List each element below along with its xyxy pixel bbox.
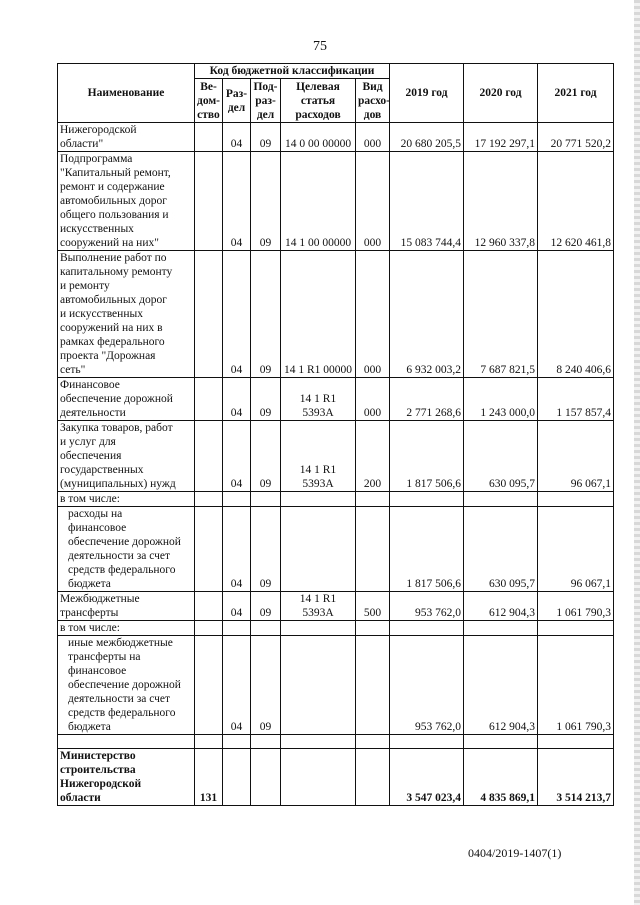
cell-y1 xyxy=(390,735,464,749)
cell-podr xyxy=(251,749,281,806)
row-name: Межбюджетные трансферты xyxy=(58,592,195,621)
cell-razd xyxy=(223,492,251,507)
cell-y2 xyxy=(464,492,538,507)
cell-tsr: 14 1 00 00000 xyxy=(281,152,356,251)
cell-vid: 000 xyxy=(356,152,390,251)
cell-podr xyxy=(251,735,281,749)
cell-podr: 09 xyxy=(251,636,281,735)
cell-y3: 3 514 213,7 xyxy=(538,749,614,806)
cell-razd: 04 xyxy=(223,123,251,152)
cell-y1: 6 932 003,2 xyxy=(390,251,464,378)
cell-podr: 09 xyxy=(251,507,281,592)
cell-ved: 131 xyxy=(195,749,223,806)
cell-razd xyxy=(223,749,251,806)
cell-tsr xyxy=(281,749,356,806)
cell-y1: 1 817 506,6 xyxy=(390,507,464,592)
cell-y3: 12 620 461,8 xyxy=(538,152,614,251)
cell-tsr xyxy=(281,636,356,735)
table-row xyxy=(58,592,614,621)
cell-razd: 04 xyxy=(223,636,251,735)
row-name: Министерство строительства Нижегородской области xyxy=(58,749,195,806)
cell-podr: 09 xyxy=(251,421,281,492)
cell-vid: 200 xyxy=(356,421,390,492)
cell-tsr: 14 1 R1 5393A xyxy=(281,421,356,492)
col-header-2021: 2021 год xyxy=(538,64,614,123)
cell-ved xyxy=(195,735,223,749)
cell-tsr: 14 1 R1 00000 xyxy=(281,251,356,378)
cell-vid: 000 xyxy=(356,251,390,378)
cell-y2: 7 687 821,5 xyxy=(464,251,538,378)
cell-y3: 1 061 790,3 xyxy=(538,592,614,621)
cell-y3 xyxy=(538,621,614,636)
cell-y3: 8 240 406,6 xyxy=(538,251,614,378)
table-row xyxy=(58,749,614,806)
cell-ved xyxy=(195,621,223,636)
cell-podr: 09 xyxy=(251,251,281,378)
table-row xyxy=(58,152,614,251)
cell-y1: 1 817 506,6 xyxy=(390,421,464,492)
table-row xyxy=(58,507,614,592)
cell-ved xyxy=(195,507,223,592)
cell-razd: 04 xyxy=(223,421,251,492)
cell-y2: 12 960 337,8 xyxy=(464,152,538,251)
cell-podr xyxy=(251,492,281,507)
table-row xyxy=(58,378,614,421)
cell-y2 xyxy=(464,735,538,749)
cell-y3 xyxy=(538,492,614,507)
table-row xyxy=(58,735,614,749)
cell-ved xyxy=(195,152,223,251)
cell-ved xyxy=(195,378,223,421)
cell-tsr: 14 1 R1 5393A xyxy=(281,378,356,421)
cell-y2: 4 835 869,1 xyxy=(464,749,538,806)
cell-razd xyxy=(223,735,251,749)
cell-podr xyxy=(251,621,281,636)
cell-tsr: 14 1 R1 5393A xyxy=(281,592,356,621)
cell-y2: 1 243 000,0 xyxy=(464,378,538,421)
cell-ved xyxy=(195,636,223,735)
cell-vid: 500 xyxy=(356,592,390,621)
cell-y1: 2 771 268,6 xyxy=(390,378,464,421)
cell-vid xyxy=(356,636,390,735)
cell-y3: 1 157 857,4 xyxy=(538,378,614,421)
document-code: 0404/2019-1407(1) xyxy=(468,846,562,860)
cell-y3: 96 067,1 xyxy=(538,507,614,592)
cell-razd: 04 xyxy=(223,251,251,378)
col-header-ved: Ве- дом- ство xyxy=(195,79,223,123)
row-name: расходы на финансовое обеспечение дорожной деятельности за счет средств федерального бюджета xyxy=(58,507,195,592)
cell-y1 xyxy=(390,492,464,507)
cell-podr: 09 xyxy=(251,152,281,251)
cell-ved xyxy=(195,123,223,152)
col-header-podrazdel: Под- раз- дел xyxy=(251,79,281,123)
cell-y2: 630 095,7 xyxy=(464,507,538,592)
row-name: иные межбюджетные трансферты на финансовое обеспечение дорожной деятельности за счет средств федерального бюджета xyxy=(58,636,195,735)
cell-y2: 630 095,7 xyxy=(464,421,538,492)
cell-vid xyxy=(356,492,390,507)
cell-y1: 3 547 023,4 xyxy=(390,749,464,806)
cell-ved xyxy=(195,421,223,492)
row-name: Нижегородской области" xyxy=(58,123,195,152)
cell-y1: 20 680 205,5 xyxy=(390,123,464,152)
scan-edge xyxy=(634,0,640,905)
cell-y1: 15 083 744,4 xyxy=(390,152,464,251)
cell-tsr xyxy=(281,507,356,592)
col-header-name: Наименование xyxy=(58,64,195,123)
cell-y1: 953 762,0 xyxy=(390,636,464,735)
cell-razd xyxy=(223,621,251,636)
cell-y2: 17 192 297,1 xyxy=(464,123,538,152)
table-row xyxy=(58,492,614,507)
table-row xyxy=(58,621,614,636)
cell-y1 xyxy=(390,621,464,636)
cell-vid xyxy=(356,621,390,636)
cell-tsr: 14 0 00 00000 xyxy=(281,123,356,152)
cell-ved xyxy=(195,592,223,621)
col-header-razdel: Раз- дел xyxy=(223,79,251,123)
col-header-tsr: Целевая статья расходов xyxy=(281,79,356,123)
cell-podr: 09 xyxy=(251,123,281,152)
row-name: Выполнение работ по капитальному ремонту и ремонту автомобильных дорог и искусственных сооружений на них в рамках федерального проекта "Дорожная сеть" xyxy=(58,251,195,378)
budget-table xyxy=(57,63,614,806)
cell-y3: 1 061 790,3 xyxy=(538,636,614,735)
cell-tsr xyxy=(281,492,356,507)
row-name xyxy=(58,735,195,749)
row-name: Закупка товаров, работ и услуг для обеспечения государственных (муниципальных) нужд xyxy=(58,421,195,492)
cell-ved xyxy=(195,492,223,507)
cell-vid xyxy=(356,749,390,806)
cell-podr: 09 xyxy=(251,592,281,621)
cell-ved xyxy=(195,251,223,378)
row-name: в том числе: xyxy=(58,621,195,636)
cell-y3: 96 067,1 xyxy=(538,421,614,492)
cell-y2: 612 904,3 xyxy=(464,636,538,735)
cell-vid xyxy=(356,735,390,749)
col-header-2019: 2019 год xyxy=(390,64,464,123)
row-name: Финансовое обеспечение дорожной деятельности xyxy=(58,378,195,421)
cell-y3 xyxy=(538,735,614,749)
cell-tsr xyxy=(281,735,356,749)
table-row xyxy=(58,123,614,152)
row-name: в том числе: xyxy=(58,492,195,507)
cell-y2: 612 904,3 xyxy=(464,592,538,621)
cell-razd: 04 xyxy=(223,592,251,621)
cell-razd: 04 xyxy=(223,152,251,251)
row-name: Подпрограмма "Капитальный ремонт, ремонт и содержание автомобильных дорог общего пользования и искусственных сооружений на них" xyxy=(58,152,195,251)
cell-podr: 09 xyxy=(251,378,281,421)
page-number: 75 xyxy=(313,39,327,54)
cell-y2 xyxy=(464,621,538,636)
cell-y1: 953 762,0 xyxy=(390,592,464,621)
col-header-2020: 2020 год xyxy=(464,64,538,123)
cell-vid: 000 xyxy=(356,123,390,152)
table-row xyxy=(58,421,614,492)
table-row xyxy=(58,251,614,378)
cell-razd: 04 xyxy=(223,507,251,592)
col-header-vid: Вид расхо- дов xyxy=(356,79,390,123)
cell-tsr xyxy=(281,621,356,636)
table-body xyxy=(58,123,614,806)
cell-y3: 20 771 520,2 xyxy=(538,123,614,152)
cell-razd: 04 xyxy=(223,378,251,421)
cell-vid xyxy=(356,507,390,592)
col-header-group: Код бюджетной классификации xyxy=(195,64,390,79)
table-row xyxy=(58,636,614,735)
cell-vid: 000 xyxy=(356,378,390,421)
